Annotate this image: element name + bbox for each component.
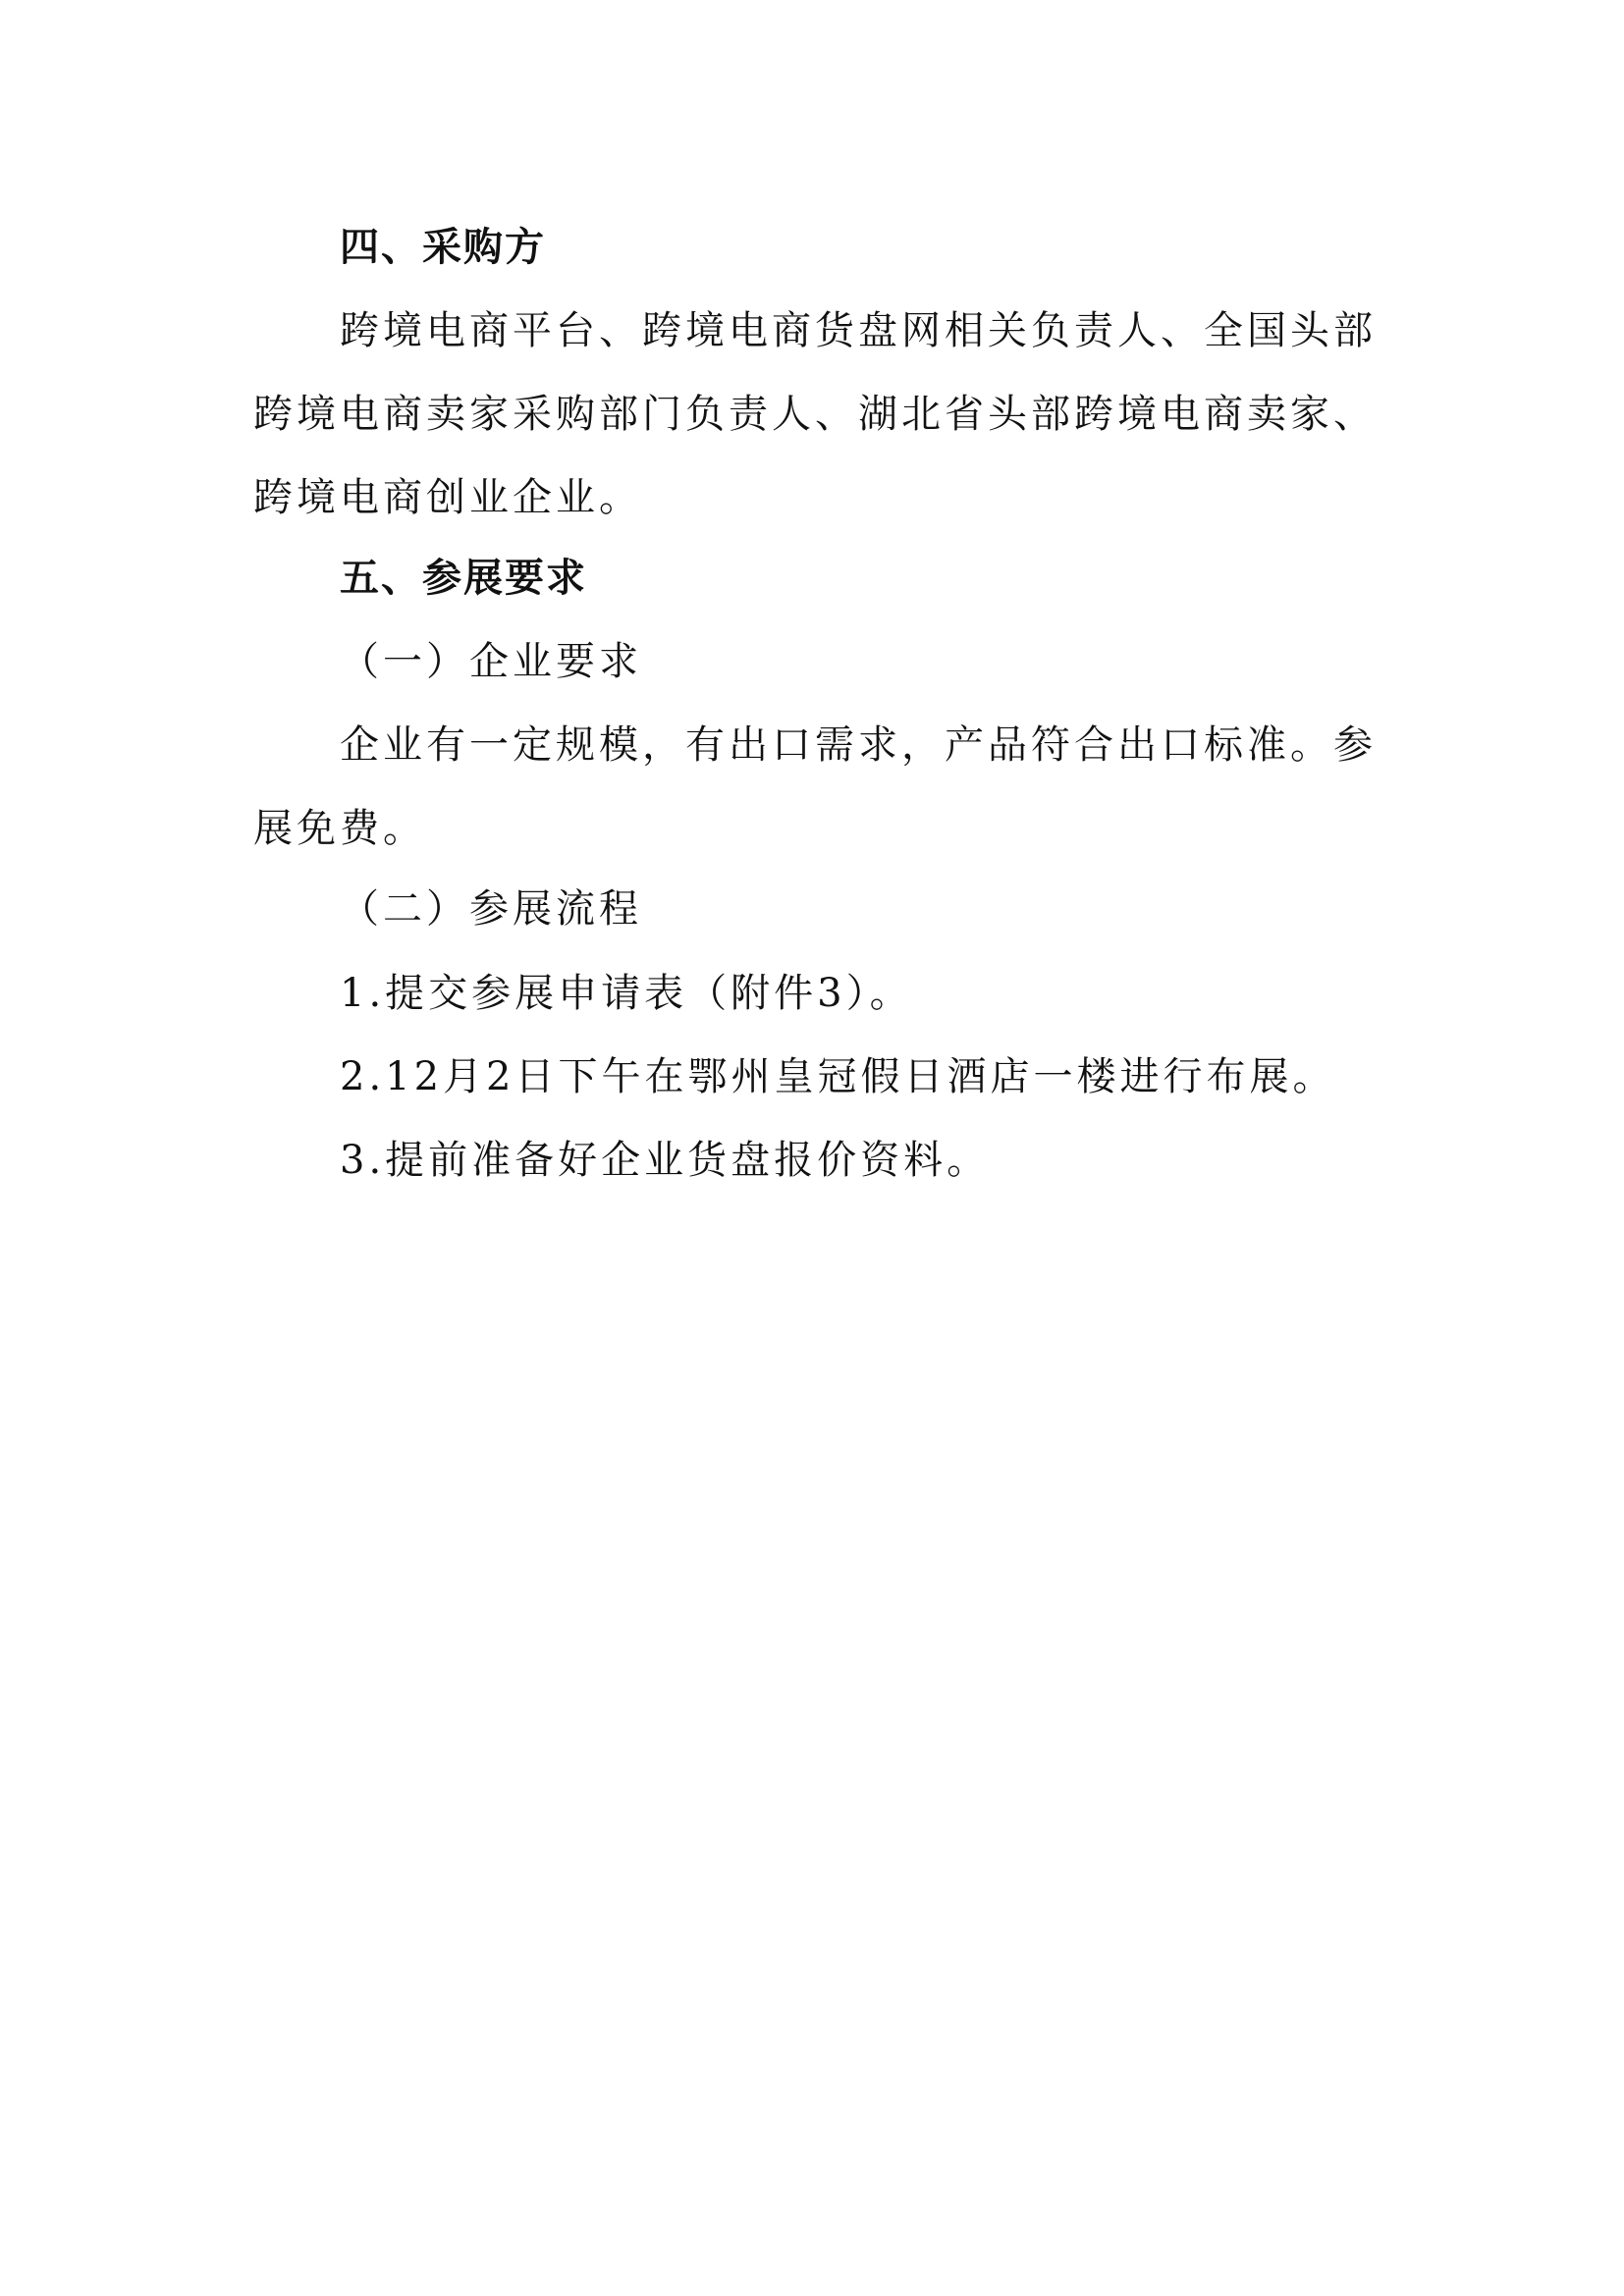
enterprise-paragraph-line-2: 展免费。 (253, 806, 426, 851)
process-item-1: 1.提交参展申请表（附件3）。 (340, 971, 913, 1016)
purchasers-paragraph-line-2: 跨境电商卖家采购部门负责人、湖北省头部跨境电商卖家、 (253, 392, 1377, 437)
process-item-2: 2.12月2日下午在鄂州皇冠假日酒店一楼进行布展。 (340, 1054, 1336, 1099)
section-heading-purchasers: 四、采购方 (340, 225, 546, 270)
section-heading-requirements: 五、参展要求 (340, 556, 587, 601)
process-item-3: 3.提前准备好企业货盘报价资料。 (340, 1138, 991, 1183)
purchasers-paragraph-line-3: 跨境电商创业企业。 (253, 475, 642, 520)
subsection-heading-enterprise-requirements: （一）企业要求 (340, 639, 642, 684)
purchasers-paragraph-line-1: 跨境电商平台、跨境电商货盘网相关负责人、全国头部 (340, 308, 1377, 353)
enterprise-paragraph-line-1: 企业有一定规模，有出口需求，产品符合出口标准。参 (340, 722, 1377, 768)
subsection-heading-process: （二）参展流程 (340, 886, 642, 932)
